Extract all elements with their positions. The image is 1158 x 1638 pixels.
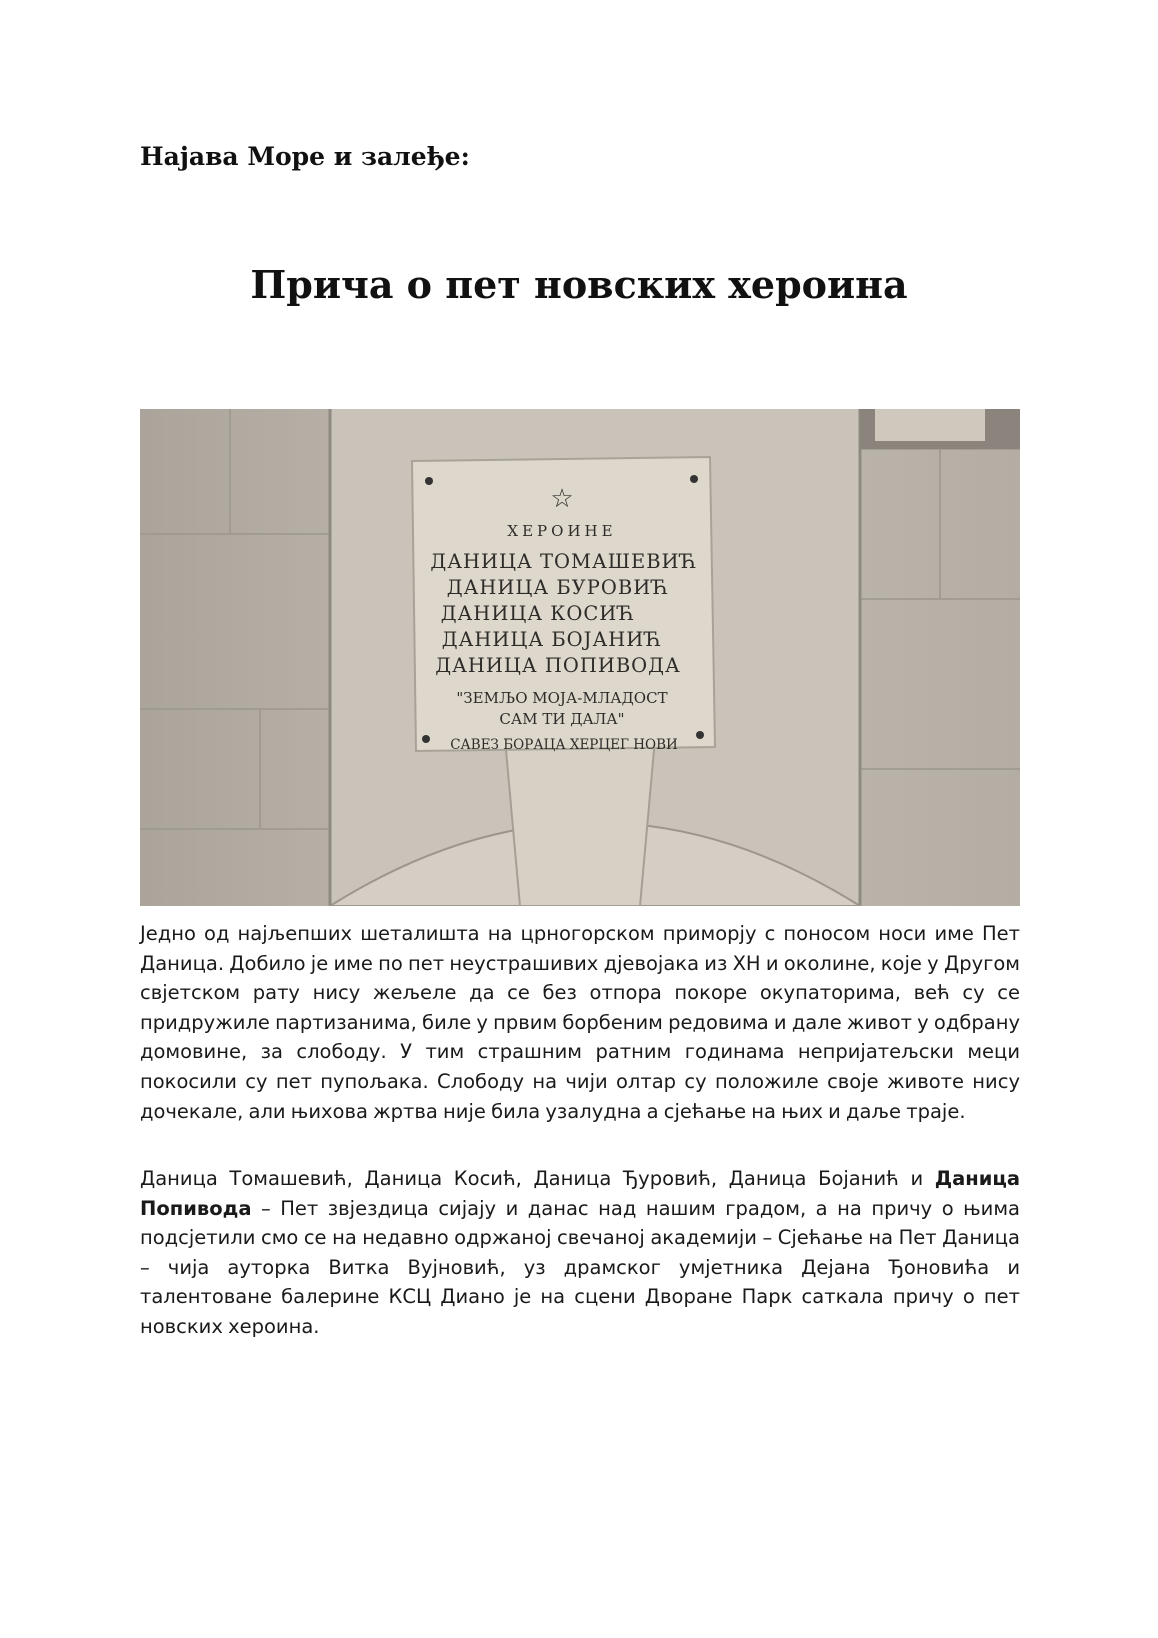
plaque-star-icon: ☆ [550, 484, 574, 514]
plaque-screw [696, 731, 704, 739]
plaque-quote-line2: САМ ТИ ДАЛА" [499, 710, 625, 728]
kicker-heading: Најава Море и залеђе: [140, 142, 470, 171]
paragraph2-rest: – Пет звјездица сијају и данас над нашим градом, а на причу о њима подсјетили смо се на недавно одржаној свечаној академији – Сјећање на Пет Даница – чија ауторка Витка Вујновић, уз драмског умјетника Дејана Ђоновића и талентоване балерине КСЦ Диано је на сцени Дворане Парк саткала причу о пет новских хероина. [140, 1196, 1020, 1338]
plaque-name-3: ДАНИЦА КОСИЋ [440, 602, 636, 625]
paragraph2-bold-name: Даница Попивода [140, 1167, 1020, 1220]
plaque-name-1: ДАНИЦА ТОМАШЕВИЋ [430, 550, 698, 573]
plaque-name-2: ДАНИЦА БУРОВИЋ [446, 576, 670, 599]
plaque-screw [690, 475, 698, 483]
plaque-name-4: ДАНИЦА БОЈАНИЋ [441, 628, 663, 651]
paragraph2-lead: Даница Томашевић, Даница Косић, Даница Ђуровић, Даница Бојанић и [140, 1167, 935, 1190]
plaque-heading: ХЕРОИНЕ [507, 522, 617, 540]
body-paragraph-2 [140, 1164, 1020, 1342]
plaque-footer: САВЕЗ БОРАЦА ХЕРЦЕГ НОВИ [450, 737, 678, 753]
plaque-quote-line1: "ЗЕМЉО МОЈА-МЛАДОСТ [456, 689, 668, 707]
article-title: Прича о пет новских хероина [250, 262, 908, 307]
plaque-screw [425, 477, 433, 485]
body-paragraph-1: Једно од најљепших шеталишта на црногорском приморју с поносом носи име Пет Даница. Добило је име по пет неустрашивих дјевојака из ХН и околине, које у Другом свјетском рату нису жељеле да се без отпора покоре окупаторима, већ су се придружиле партизанима, биле у првим борбеним редовима и дале живот у одбрану домовине, за слободу. У тим страшним ратним годинама непријатељски меци покосили су пет пупољака. Слободу на чији олтар су положиле своје животе нису дочекале, али њихова жртва није била узалудна а сјећање на њих и даље траје. [140, 922, 1020, 1123]
plaque-screw [422, 735, 430, 743]
memorial-plaque-photo [140, 409, 1020, 906]
plaque-name-5: ДАНИЦА ПОПИВОДА [435, 654, 681, 677]
